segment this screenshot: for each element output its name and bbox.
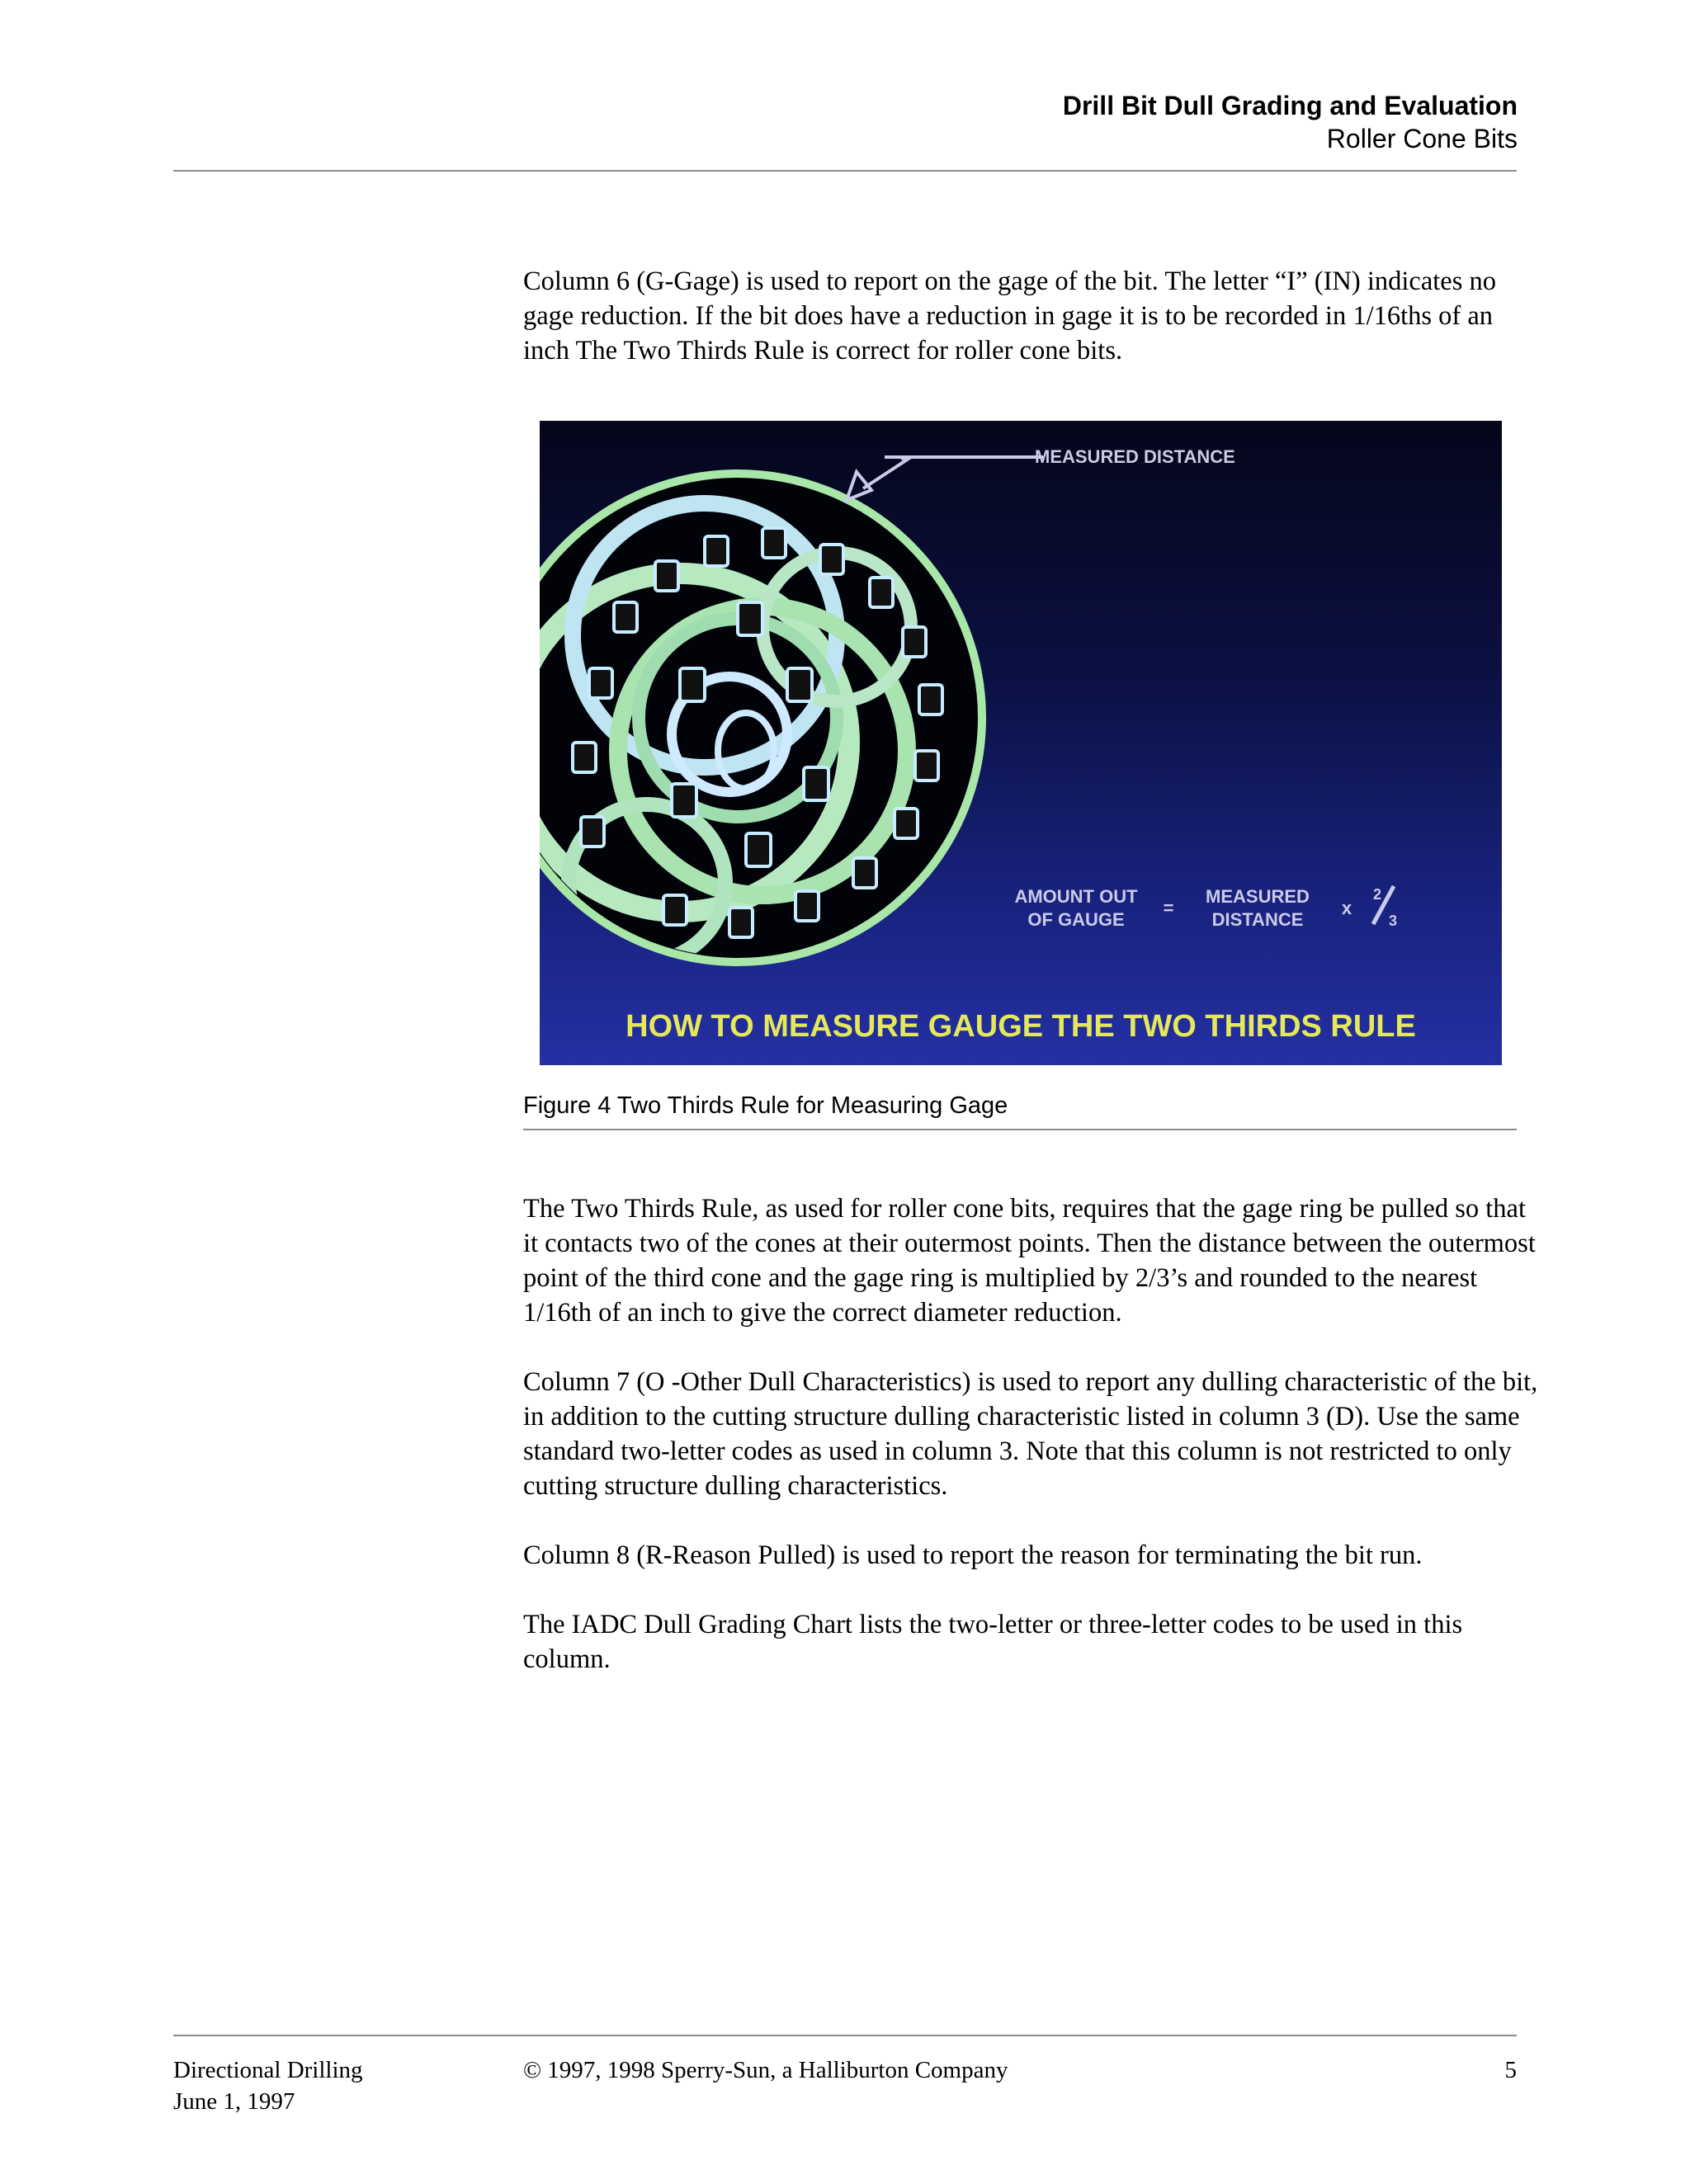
formula-equals: =	[1163, 898, 1174, 918]
footer-rule	[173, 2035, 1517, 2036]
figure-two-thirds-rule	[540, 421, 1502, 1065]
footer-left	[173, 2054, 363, 2117]
paragraph-gage: Column 6 (G-Gage) is used to report on the gage of the bit. The letter “I” (IN) indicates no gage reduction. If the bit does have a reduction in gage it is to be recorded in 1/16ths of an inch The Two Thirds Rule is correct for roller cone bits.	[523, 267, 1496, 366]
formula-times: x	[1341, 898, 1352, 918]
figure-title: HOW TO MEASURE GAUGE THE TWO THIRDS RULE	[625, 1009, 1416, 1044]
page-number: 5	[1504, 2057, 1517, 2083]
formula-measured-distance	[1192, 885, 1324, 932]
drill-bit-illustration	[540, 421, 1502, 1065]
figure-caption: Figure 4 Two Thirds Rule for Measuring Gage	[523, 1092, 1008, 1119]
formula-left-line1: AMOUNT OUT	[1014, 886, 1138, 907]
paragraph-two-thirds-rule: The Two Thirds Rule, as used for roller cone bits, requires that the gage ring be pulled so that it contacts two of the cones at their outermost points. Then the distance between the outermost point of the third cone and the gage ring is multiplied by 2/3’s and rounded to the nearest 1/16th of an inch to give the correct diameter reduction.	[523, 1194, 1536, 1328]
footer-date: June 1, 1997	[173, 2088, 295, 2115]
formula-mid-line1: MEASURED	[1206, 886, 1310, 907]
header-subtitle: Roller Cone Bits	[1326, 124, 1518, 153]
paragraph-iadc-chart: The IADC Dull Grading Chart lists the two-letter or three-letter codes to be used in this column.	[523, 1610, 1463, 1674]
footer-publication: Directional Drilling	[173, 2057, 363, 2083]
paragraph-column-7: Column 7 (O -Other Dull Characteristics) is used to report any dulling characteristic of the bit, in addition to the cutting structure dulling characteristic listed in column 3 (D). Use the same standard two-letter codes as used in column 3. Note that this column is not restricted to only cutting structure dulling characteristics.	[523, 1367, 1538, 1501]
header-rule	[173, 170, 1517, 172]
formula-left-line2: OF GAUGE	[1027, 909, 1125, 930]
formula-numerator: 2	[1372, 886, 1381, 903]
formula-amount-out-of-gauge	[1002, 885, 1150, 932]
measured-distance-label: MEASURED DISTANCE	[1035, 446, 1235, 467]
formula-mid-line2: DISTANCE	[1211, 909, 1304, 930]
formula-denominator: 3	[1388, 913, 1397, 929]
header-title: Drill Bit Dull Grading and Evaluation	[1062, 91, 1518, 120]
footer-copyright: © 1997, 1998 Sperry-Sun, a Halliburton Company	[523, 2057, 1008, 2083]
caption-rule	[523, 1129, 1517, 1130]
paragraph-column-8: Column 8 (R-Reason Pulled) is used to report the reason for terminating the bit run.	[523, 1540, 1423, 1570]
